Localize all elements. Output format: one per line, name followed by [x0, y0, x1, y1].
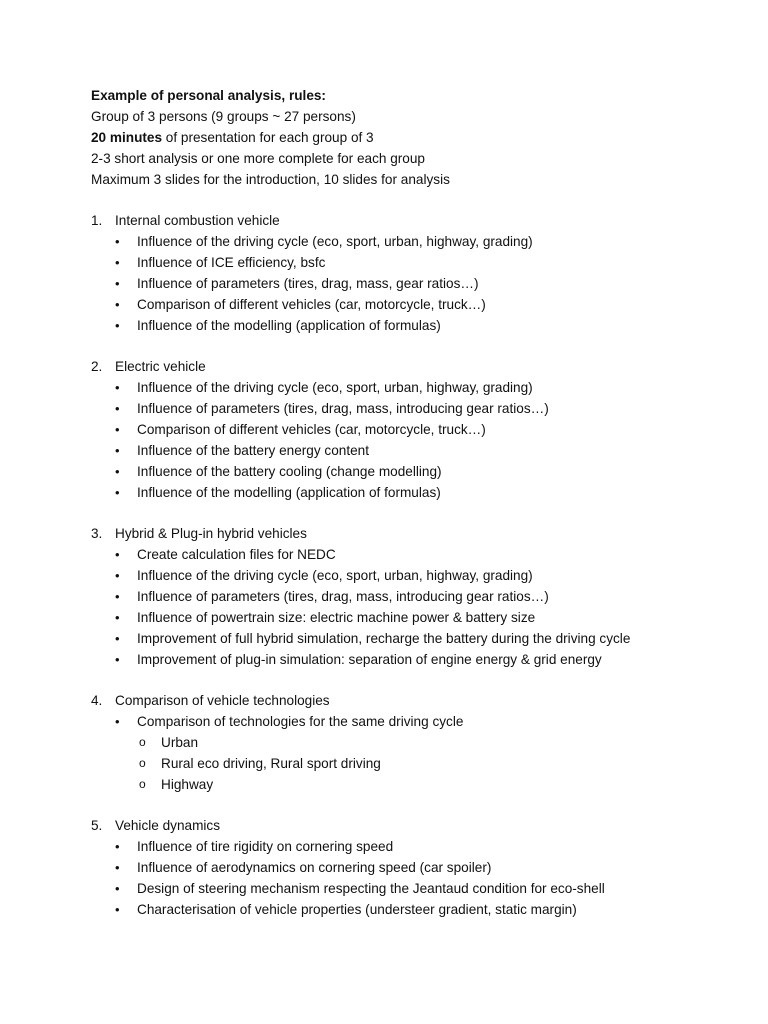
- section-title: Internal combustion vehicle: [115, 213, 280, 228]
- intro-slides-limit: Maximum 3 slides for the introduction, 10 slides for analysis: [91, 172, 450, 187]
- section-heading: [91, 815, 731, 836]
- document-content: [91, 85, 731, 920]
- bullet-item: [91, 440, 731, 461]
- intro-analysis-count: 2-3 short analysis or one more complete for each group: [91, 151, 425, 166]
- bullet-text: Comparison of technologies for the same driving cycle: [137, 714, 464, 729]
- bullet-text: Create calculation files for NEDC: [137, 547, 336, 562]
- analysis-sections: [91, 190, 731, 920]
- section-heading: [91, 690, 731, 711]
- section-spacer: [91, 336, 731, 356]
- bullet-text: Influence of the modelling (application of formulas): [137, 485, 441, 500]
- bullet-text: Influence of parameters (tires, drag, mass, gear ratios…): [137, 276, 479, 291]
- bullet-icon: •: [115, 234, 120, 249]
- sub-bullet-text: Rural eco driving, Rural sport driving: [161, 756, 381, 771]
- section-number: 2.: [91, 359, 103, 374]
- bullet-item: [91, 628, 731, 649]
- hollow-bullet-icon: o: [139, 777, 146, 791]
- section-heading: [91, 523, 731, 544]
- bullet-text: Comparison of different vehicles (car, motorcycle, truck…): [137, 422, 486, 437]
- section-spacer: [91, 670, 731, 690]
- bullet-item: [91, 482, 731, 503]
- bullet-text: Influence of parameters (tires, drag, mass, introducing gear ratios…): [137, 589, 549, 604]
- bullet-icon: •: [115, 839, 120, 854]
- section-number: 5.: [91, 818, 103, 833]
- section-title: Comparison of vehicle technologies: [115, 693, 330, 708]
- bullet-item: [91, 857, 731, 878]
- hollow-bullet-icon: o: [139, 756, 146, 770]
- section-number: 4.: [91, 693, 103, 708]
- bullet-icon: •: [115, 652, 120, 667]
- bullet-text: Influence of the driving cycle (eco, sport, urban, highway, grading): [137, 380, 533, 395]
- bullet-text: Improvement of full hybrid simulation, recharge the battery during the driving cycle: [137, 631, 631, 646]
- section-spacer: [91, 190, 731, 210]
- bullet-text: Influence of the battery energy content: [137, 443, 370, 458]
- bullet-item: [91, 461, 731, 482]
- sub-bullet-item: [91, 753, 731, 774]
- bullet-icon: •: [115, 297, 120, 312]
- bullet-icon: •: [115, 547, 120, 562]
- intro-title: Example of personal analysis, rules:: [91, 88, 326, 103]
- bullet-item: [91, 565, 731, 586]
- section-title: Vehicle dynamics: [115, 818, 221, 833]
- section-heading: [91, 356, 731, 377]
- bullet-icon: •: [115, 422, 120, 437]
- bullet-item: [91, 544, 731, 565]
- bullet-item: [91, 398, 731, 419]
- bullet-text: Design of steering mechanism respecting the Jeantaud condition for eco-shell: [137, 881, 605, 896]
- bullet-icon: •: [115, 589, 120, 604]
- bullet-icon: •: [115, 631, 120, 646]
- bullet-text: Influence of parameters (tires, drag, mass, introducing gear ratios…): [137, 401, 549, 416]
- bullet-text: Influence of the battery cooling (change modelling): [137, 464, 442, 479]
- sub-bullet-text: Highway: [161, 777, 214, 792]
- bullet-item: [91, 252, 731, 273]
- bullet-icon: •: [115, 276, 120, 291]
- section-spacer: [91, 795, 731, 815]
- section-number: 1.: [91, 213, 103, 228]
- bullet-text: Influence of the driving cycle (eco, sport, urban, highway, grading): [137, 568, 533, 583]
- bullet-item: [91, 649, 731, 670]
- bullet-text: Influence of aerodynamics on cornering speed (car spoiler): [137, 860, 492, 875]
- bullet-text: Improvement of plug-in simulation: separation of engine energy & grid energy: [137, 652, 602, 667]
- sub-bullet-item: [91, 774, 731, 795]
- bullet-item: [91, 231, 731, 252]
- bullet-text: Influence of tire rigidity on cornering speed: [137, 839, 394, 854]
- section-heading: [91, 210, 731, 231]
- hollow-bullet-icon: o: [139, 735, 146, 749]
- bullet-icon: •: [115, 255, 120, 270]
- bullet-icon: •: [115, 881, 120, 896]
- bullet-item: [91, 294, 731, 315]
- bullet-icon: •: [115, 902, 120, 917]
- section-spacer: [91, 503, 731, 523]
- bullet-text: Characterisation of vehicle properties (understeer gradient, static margin): [137, 902, 577, 917]
- sub-bullet-item: [91, 732, 731, 753]
- bullet-text: Influence of the driving cycle (eco, sport, urban, highway, grading): [137, 234, 533, 249]
- bullet-item: [91, 419, 731, 440]
- bullet-icon: •: [115, 610, 120, 625]
- bullet-icon: •: [115, 714, 120, 729]
- bullet-icon: •: [115, 860, 120, 875]
- bullet-icon: •: [115, 464, 120, 479]
- bullet-item: [91, 586, 731, 607]
- bullet-text: Comparison of different vehicles (car, motorcycle, truck…): [137, 297, 486, 312]
- bullet-item: [91, 711, 731, 732]
- intro-group-size: Group of 3 persons (9 groups ~ 27 persons): [91, 109, 356, 124]
- intro-duration: 20 minutes of presentation for each group of 3: [91, 130, 374, 145]
- bullet-item: [91, 607, 731, 628]
- section-title: Hybrid & Plug-in hybrid vehicles: [115, 526, 307, 541]
- section-title: Electric vehicle: [115, 359, 206, 374]
- bullet-item: [91, 273, 731, 294]
- bullet-item: [91, 878, 731, 899]
- bullet-icon: •: [115, 380, 120, 395]
- bullet-text: Influence of ICE efficiency, bsfc: [137, 255, 326, 270]
- sub-bullet-text: Urban: [161, 735, 199, 750]
- bullet-text: Influence of the modelling (application of formulas): [137, 318, 441, 333]
- bullet-icon: •: [115, 568, 120, 583]
- bullet-icon: •: [115, 318, 120, 333]
- bullet-text: Influence of powertrain size: electric machine power & battery size: [137, 610, 536, 625]
- bullet-item: [91, 899, 731, 920]
- bullet-item: [91, 315, 731, 336]
- bullet-icon: •: [115, 485, 120, 500]
- bullet-icon: •: [115, 401, 120, 416]
- bullet-item: [91, 377, 731, 398]
- bullet-item: [91, 836, 731, 857]
- bullet-icon: •: [115, 443, 120, 458]
- section-number: 3.: [91, 526, 103, 541]
